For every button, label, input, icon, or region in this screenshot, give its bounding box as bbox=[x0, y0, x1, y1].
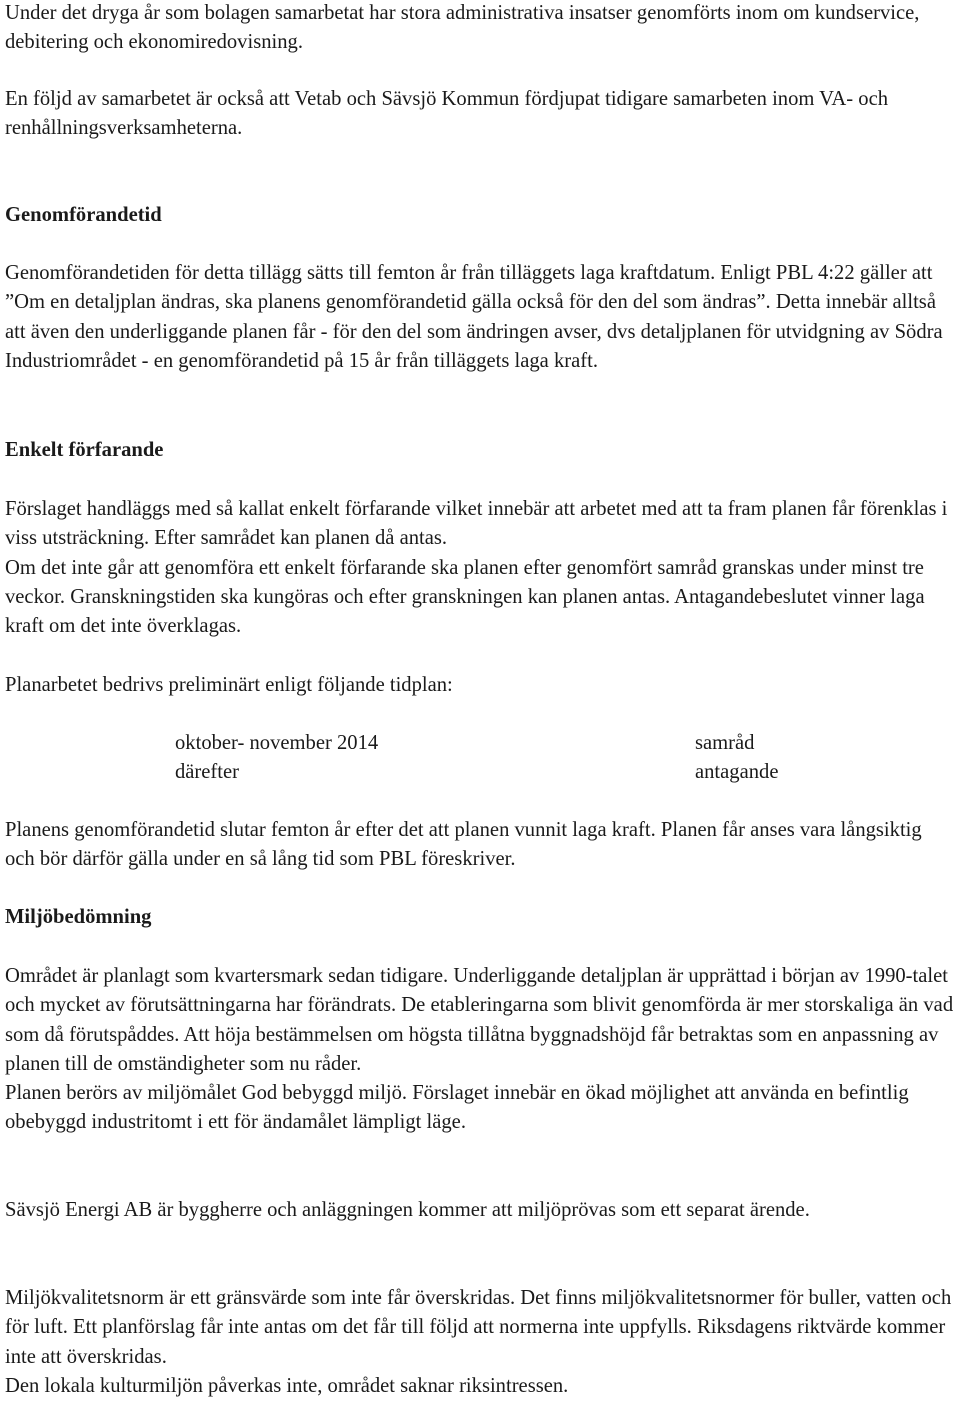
miljo-paragraph-4: Miljökvalitetsnorm är ett gränsvärde som inte får överskridas. Det finns miljökvalitetsnormer för buller, vatten och för luft. Ett planförslag får inte antas om det får till följd att normerna inte uppfylls. Riksdagens riktvärde kommer inte att överskridas. bbox=[5, 1287, 952, 1368]
miljo-body-3 bbox=[5, 1284, 954, 1401]
tidplan-after-block bbox=[5, 816, 954, 875]
schedule-row bbox=[175, 758, 875, 787]
section-heading-genomforandetid: Genomförandetid bbox=[5, 204, 162, 226]
enkelt-paragraph-1: Förslaget handläggs med så kallat enkelt förfarande vilket innebär att arbetet med att ta fram planen får förenklas i viss utsträckning. Efter samrådet kan planen då antas. bbox=[5, 498, 948, 550]
intro-section bbox=[5, 0, 954, 58]
schedule-row bbox=[175, 729, 875, 758]
intro-paragraph-2: En följd av samarbetet är också att Vetab och Sävsjö Kommun fördjupat tidigare samarbeten inom VA- och renhållningsverksamheterna. bbox=[5, 88, 889, 140]
section-heading-miljo: Miljöbedömning bbox=[5, 906, 152, 928]
schedule-step: antagande bbox=[695, 761, 779, 784]
miljo-body bbox=[5, 962, 954, 1138]
schedule-period: oktober- november 2014 bbox=[175, 732, 379, 754]
miljo-body-2 bbox=[5, 1196, 954, 1225]
enkelt-paragraph-2: Om det inte går att genomföra ett enkelt förfarande ska planen efter genomfört samråd granskas under minst tre veckor. Granskningstiden ska kungöras och efter granskningen kan planen antas. Antagandebeslutet vinner laga kraft om det inte överklagas. bbox=[5, 556, 925, 638]
tidplan-intro: Planarbetet bedrivs preliminärt enligt följande tidplan: bbox=[5, 674, 453, 696]
section-heading-enkelt: Enkelt förfarande bbox=[5, 439, 164, 461]
enkelt-body bbox=[5, 495, 954, 641]
miljo-paragraph-5: Den lokala kulturmiljön påverkas inte, området saknar riksintressen. bbox=[5, 1374, 569, 1397]
miljo-paragraph-3: Sävsjö Energi AB är byggherre och anläggningen kommer att miljöprövas som ett separat ärende. bbox=[5, 1199, 810, 1221]
intro-section-2 bbox=[5, 85, 954, 144]
enkelt-section bbox=[5, 436, 954, 465]
miljo-paragraph-1: Området är planlagt som kvartersmark sedan tidigare. Underliggande detaljplan är upprättad i början av 1990-talet och mycket av förutsättningarna har förändrats. De etableringarna som blivit genomförda är mer storskaliga än vad som då förutspåddes. Att höja bestämmelsen om högsta tillåtna byggnadshöjd får betraktas som en anpassning av planen till de omständigheter som nu råder. bbox=[5, 965, 954, 1075]
miljo-paragraph-2: Planen berörs av miljömålet God bebyggd miljö. Förslaget innebär en ökad möjlighet att använda en befintlig obebyggd industritomt i ett för ändamålet lämpligt läge. bbox=[5, 1082, 909, 1134]
tidplan-schedule bbox=[175, 729, 875, 788]
genomforandetid-section bbox=[5, 201, 954, 230]
intro-paragraph-1: Under det dryga år som bolagen samarbetat har stora administrativa insatser genomförts inom om kundservice, debitering och ekonomiredovisning. bbox=[5, 2, 920, 54]
schedule-step: samråd bbox=[695, 732, 755, 754]
tidplan-after-paragraph: Planens genomförandetid slutar femton år efter det att planen vunnit laga kraft. Planen får anses vara långsiktig och bör därför gälla under en så lång tid som PBL föreskriver. bbox=[5, 819, 922, 871]
genomforandetid-body bbox=[5, 259, 954, 376]
genomforandetid-paragraph: Genomförandetiden för detta tillägg sätts till femton år från tilläggets laga kraftdatum. Enligt PBL 4:22 gäller att ”Om en detaljplan ändras, ska planens genomförandetid gälla också för den del som ändras”. Detta innebär alltså att även den underliggande planen får - för den del som ändringen avser, dvs detaljplanen för utvidgning av Södra Industriområdet - en genomförandetid på 15 år från tilläggets laga kraft. bbox=[5, 262, 943, 372]
schedule-period: därefter bbox=[175, 761, 240, 784]
miljo-section bbox=[5, 903, 954, 932]
tidplan-intro-block bbox=[5, 671, 954, 700]
